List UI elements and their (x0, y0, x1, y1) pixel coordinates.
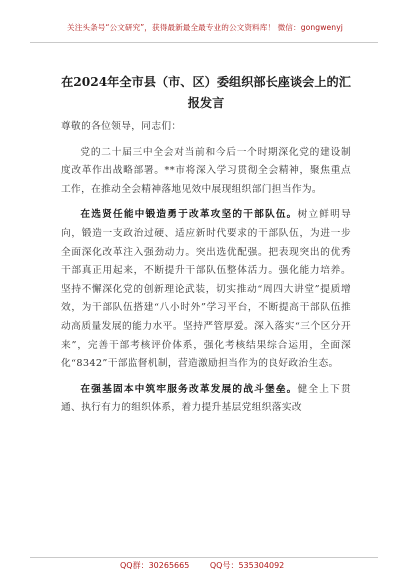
section-heading-2: 在强基固本中筑牢服务改革发展的战斗堡垒。 (80, 383, 298, 395)
section-paragraph-2 (61, 381, 351, 418)
section-text-2: 健全上下贯通、执行有力的组织体系，着力提升基层党组织落实改 (61, 383, 352, 414)
section-paragraph-1 (61, 206, 351, 373)
salutation: 尊敬的各位领导，同志们： (61, 121, 182, 132)
bottom-divider (30, 557, 378, 558)
section-heading-1: 在选贤任能中锻造勇于改革攻坚的干部队伍。 (80, 209, 298, 221)
footer-qq-group: QQ群：30265665 (120, 561, 190, 570)
document-title: 在2024年全市县（市、区）委组织部长座谈会上的汇报发言 (61, 75, 351, 110)
top-divider (30, 42, 378, 43)
header-banner[interactable]: 关注头条号“公文研究”，获得最新最全最专业的公文资料库！ 微信：gongwenyj (67, 23, 343, 32)
footer (120, 560, 350, 571)
section-text-1: 树立鲜明导向，锻造一支政治过硬、适应新时代要求的干部队伍，为进一步全面深化改革注入强劲动力。突出选优配强。把表现突出的优秀干部真正用起来，不断提升干部队伍整体活力。强化能力培养。坚持不懈深化党的创新理论武装，切实推动“周四大讲堂”提质增效，为干部队伍搭建“八小时外”学习平台，不断提高干部队伍推动高质量发展的能力水平。坚持严管厚爱。深入落实“三个区分开来”，完善干部考核评价体系，强化考核结果综合运用，全面深化“8342”干部监督机制，营造激励担当作为的良好政治生态。 (61, 209, 352, 370)
footer-qq-number: QQ号：535304092 (209, 561, 285, 570)
document-body (61, 118, 351, 425)
intro-paragraph: 党的二十届三中全会对当前和今后一个时期深化党的建设制度改革作出战略部署。**市将深入学习贯彻全会精神，聚焦重点工作，在推动全会精神落地见效中展现组织部门担当作为。 (61, 146, 351, 195)
